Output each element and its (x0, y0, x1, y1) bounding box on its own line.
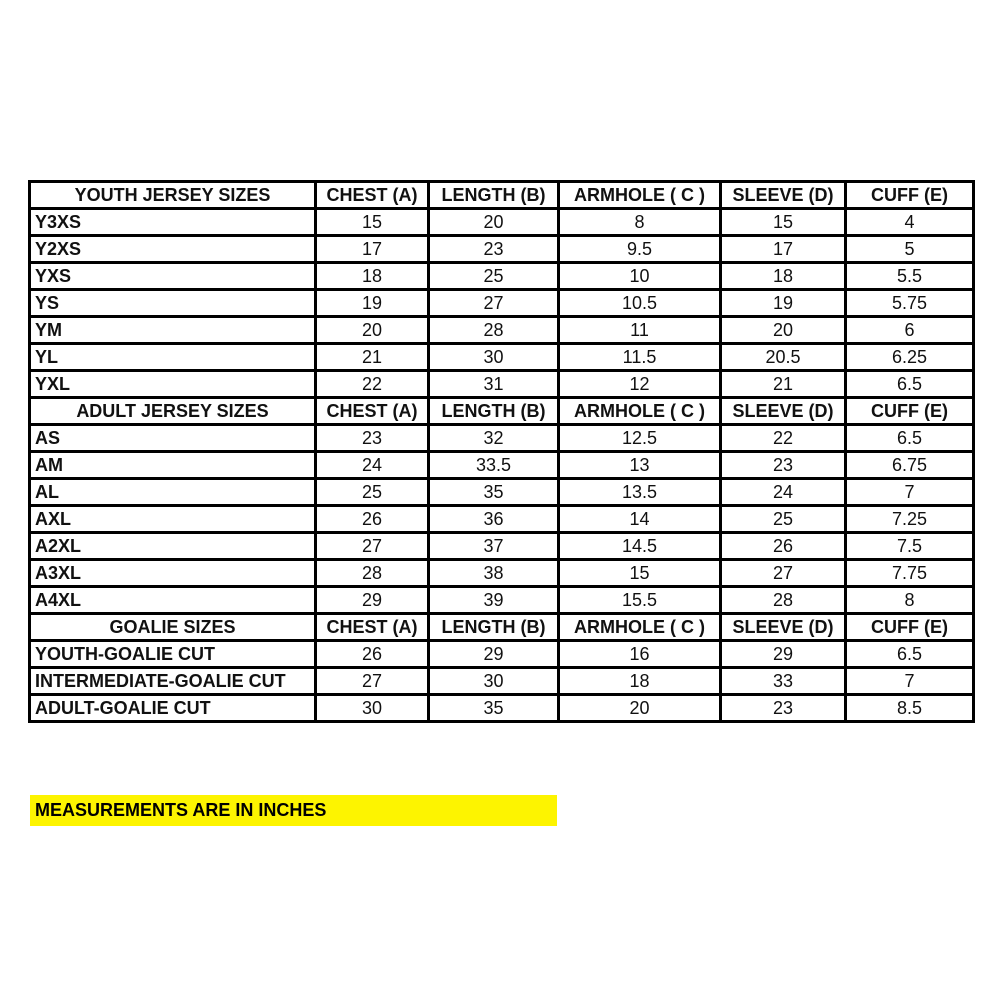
measurement-cell: 5.5 (846, 263, 974, 290)
table-row (30, 425, 974, 452)
section-header-row (30, 614, 974, 641)
measurement-cell: 13.5 (559, 479, 721, 506)
measurement-cell: 28 (429, 317, 559, 344)
measurement-cell: 25 (316, 479, 429, 506)
column-header: ARMHOLE ( C ) (559, 398, 721, 425)
measurement-cell: 30 (316, 695, 429, 722)
table-row (30, 668, 974, 695)
measurement-cell: 20.5 (721, 344, 846, 371)
size-label: AM (30, 452, 316, 479)
measurement-cell: 4 (846, 209, 974, 236)
measurement-cell: 23 (721, 695, 846, 722)
size-chart-body (30, 182, 974, 722)
table-row (30, 209, 974, 236)
column-header: SLEEVE (D) (721, 182, 846, 209)
measurement-cell: 18 (559, 668, 721, 695)
size-label: YXS (30, 263, 316, 290)
measurement-note: MEASUREMENTS ARE IN INCHES (30, 795, 557, 826)
measurement-cell: 8 (846, 587, 974, 614)
table-row (30, 344, 974, 371)
measurement-cell: 7.25 (846, 506, 974, 533)
measurement-cell: 19 (316, 290, 429, 317)
measurement-cell: 23 (316, 425, 429, 452)
measurement-cell: 6.5 (846, 641, 974, 668)
measurement-cell: 28 (721, 587, 846, 614)
measurement-cell: 19 (721, 290, 846, 317)
measurement-cell: 15 (721, 209, 846, 236)
measurement-cell: 32 (429, 425, 559, 452)
size-label: A3XL (30, 560, 316, 587)
size-label: ADULT-GOALIE CUT (30, 695, 316, 722)
measurement-cell: 14.5 (559, 533, 721, 560)
measurement-cell: 27 (429, 290, 559, 317)
measurement-cell: 8.5 (846, 695, 974, 722)
measurement-cell: 15 (316, 209, 429, 236)
measurement-cell: 35 (429, 695, 559, 722)
measurement-cell: 10.5 (559, 290, 721, 317)
measurement-cell: 7.75 (846, 560, 974, 587)
measurement-cell: 27 (316, 533, 429, 560)
measurement-cell: 11.5 (559, 344, 721, 371)
table-row (30, 290, 974, 317)
size-label: AL (30, 479, 316, 506)
column-header: CHEST (A) (316, 182, 429, 209)
measurement-cell: 27 (721, 560, 846, 587)
measurement-cell: 8 (559, 209, 721, 236)
measurement-cell: 15.5 (559, 587, 721, 614)
size-label: YXL (30, 371, 316, 398)
column-header: ARMHOLE ( C ) (559, 182, 721, 209)
measurement-cell: 17 (316, 236, 429, 263)
size-label: YOUTH-GOALIE CUT (30, 641, 316, 668)
measurement-cell: 14 (559, 506, 721, 533)
size-label: YS (30, 290, 316, 317)
measurement-cell: 26 (721, 533, 846, 560)
table-row (30, 587, 974, 614)
column-header: CUFF (E) (846, 398, 974, 425)
table-row (30, 695, 974, 722)
measurement-cell: 20 (721, 317, 846, 344)
measurement-cell: 12.5 (559, 425, 721, 452)
measurement-cell: 38 (429, 560, 559, 587)
size-label: A4XL (30, 587, 316, 614)
column-header: ARMHOLE ( C ) (559, 614, 721, 641)
measurement-cell: 22 (316, 371, 429, 398)
measurement-cell: 23 (721, 452, 846, 479)
measurement-cell: 20 (559, 695, 721, 722)
measurement-cell: 25 (429, 263, 559, 290)
section-title: ADULT JERSEY SIZES (30, 398, 316, 425)
measurement-cell: 31 (429, 371, 559, 398)
column-header: CHEST (A) (316, 614, 429, 641)
measurement-cell: 29 (721, 641, 846, 668)
measurement-cell: 18 (721, 263, 846, 290)
table-row (30, 317, 974, 344)
measurement-cell: 7 (846, 479, 974, 506)
measurement-cell: 39 (429, 587, 559, 614)
measurement-cell: 5.75 (846, 290, 974, 317)
column-header: LENGTH (B) (429, 398, 559, 425)
measurement-cell: 16 (559, 641, 721, 668)
measurement-cell: 29 (429, 641, 559, 668)
table-row (30, 560, 974, 587)
measurement-cell: 21 (316, 344, 429, 371)
measurement-cell: 21 (721, 371, 846, 398)
size-label: Y3XS (30, 209, 316, 236)
measurement-cell: 7.5 (846, 533, 974, 560)
size-label: YL (30, 344, 316, 371)
size-label: YM (30, 317, 316, 344)
measurement-cell: 26 (316, 641, 429, 668)
table-row (30, 533, 974, 560)
section-title: YOUTH JERSEY SIZES (30, 182, 316, 209)
column-header: LENGTH (B) (429, 614, 559, 641)
measurement-cell: 30 (429, 668, 559, 695)
size-label: Y2XS (30, 236, 316, 263)
measurement-cell: 6.25 (846, 344, 974, 371)
measurement-cell: 27 (316, 668, 429, 695)
measurement-cell: 20 (429, 209, 559, 236)
column-header: CHEST (A) (316, 398, 429, 425)
column-header: SLEEVE (D) (721, 398, 846, 425)
size-chart-table (28, 180, 975, 723)
measurement-cell: 37 (429, 533, 559, 560)
section-header-row (30, 398, 974, 425)
section-title: GOALIE SIZES (30, 614, 316, 641)
measurement-cell: 24 (721, 479, 846, 506)
measurement-cell: 10 (559, 263, 721, 290)
column-header: CUFF (E) (846, 614, 974, 641)
table-row (30, 371, 974, 398)
table-row (30, 452, 974, 479)
measurement-cell: 12 (559, 371, 721, 398)
table-row (30, 641, 974, 668)
measurement-cell: 6 (846, 317, 974, 344)
column-header: LENGTH (B) (429, 182, 559, 209)
measurement-cell: 29 (316, 587, 429, 614)
measurement-cell: 23 (429, 236, 559, 263)
column-header: CUFF (E) (846, 182, 974, 209)
measurement-cell: 6.5 (846, 425, 974, 452)
measurement-cell: 9.5 (559, 236, 721, 263)
measurement-cell: 18 (316, 263, 429, 290)
measurement-cell: 28 (316, 560, 429, 587)
measurement-cell: 26 (316, 506, 429, 533)
measurement-cell: 36 (429, 506, 559, 533)
measurement-cell: 11 (559, 317, 721, 344)
table-row (30, 479, 974, 506)
size-label: AS (30, 425, 316, 452)
measurement-cell: 5 (846, 236, 974, 263)
measurement-cell: 6.75 (846, 452, 974, 479)
measurement-cell: 7 (846, 668, 974, 695)
size-label: INTERMEDIATE-GOALIE CUT (30, 668, 316, 695)
measurement-cell: 20 (316, 317, 429, 344)
measurement-cell: 24 (316, 452, 429, 479)
measurement-cell: 15 (559, 560, 721, 587)
measurement-cell: 13 (559, 452, 721, 479)
table-row (30, 236, 974, 263)
size-label: AXL (30, 506, 316, 533)
measurement-cell: 6.5 (846, 371, 974, 398)
measurement-cell: 35 (429, 479, 559, 506)
measurement-cell: 33 (721, 668, 846, 695)
measurement-cell: 33.5 (429, 452, 559, 479)
measurement-cell: 30 (429, 344, 559, 371)
table-row (30, 263, 974, 290)
table-row (30, 506, 974, 533)
size-label: A2XL (30, 533, 316, 560)
column-header: SLEEVE (D) (721, 614, 846, 641)
section-header-row (30, 182, 974, 209)
measurement-cell: 22 (721, 425, 846, 452)
measurement-cell: 25 (721, 506, 846, 533)
measurement-cell: 17 (721, 236, 846, 263)
